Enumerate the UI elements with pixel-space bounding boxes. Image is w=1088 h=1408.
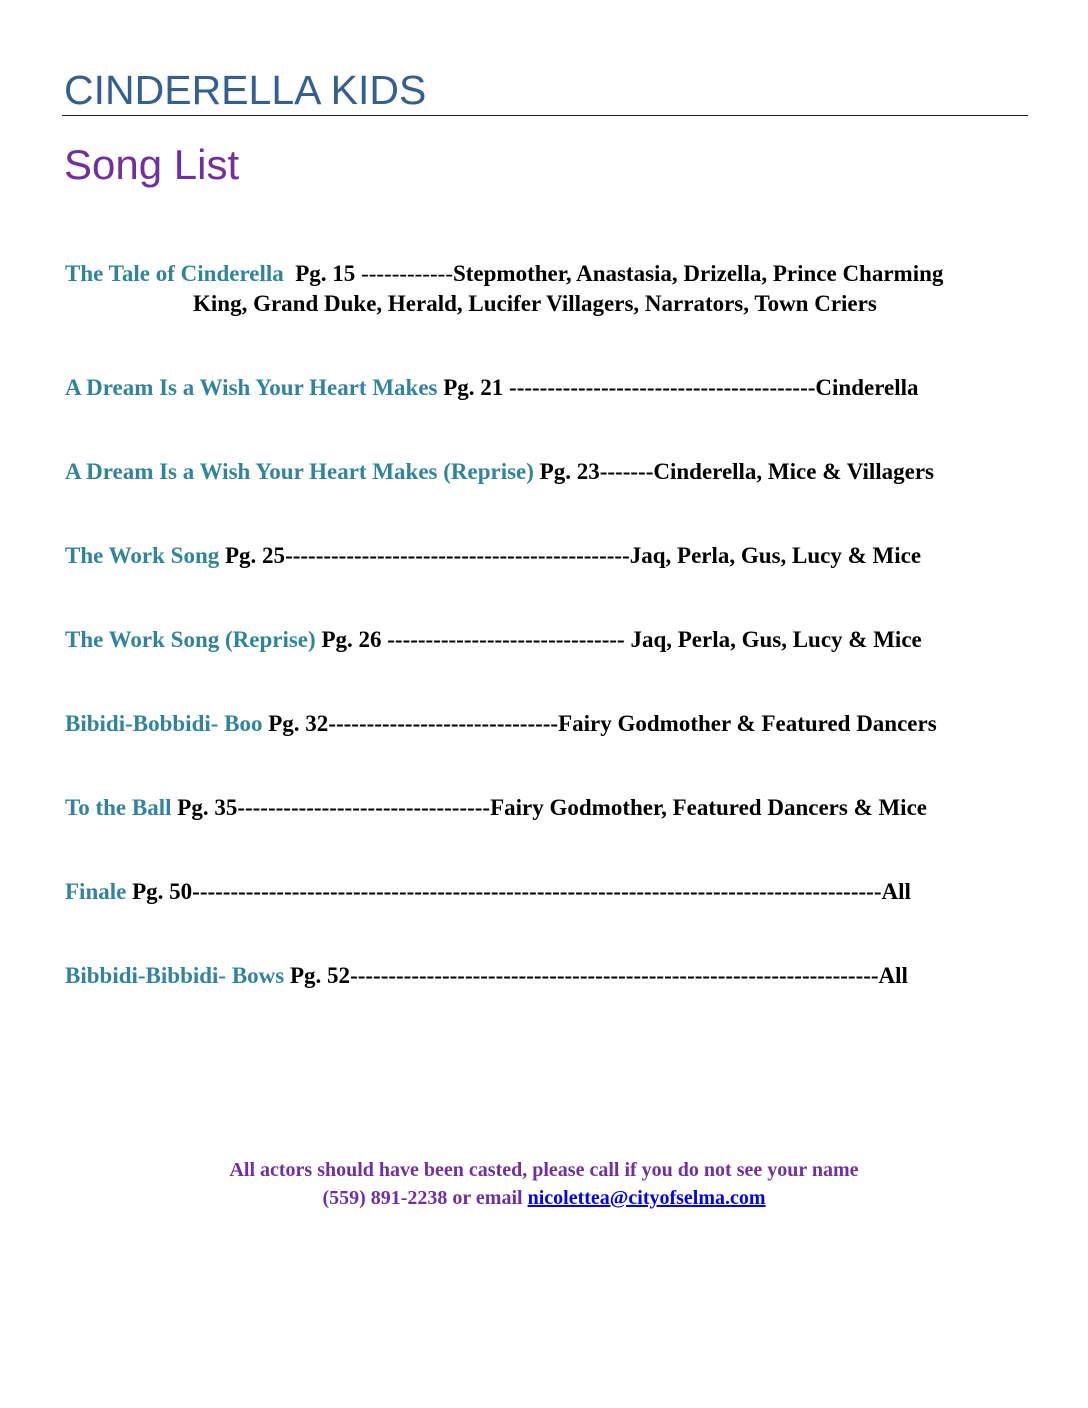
leader-dashes: --------------------------------------------------------------------- xyxy=(350,963,879,988)
song-page: Pg. 50 xyxy=(132,879,193,904)
song-title: The Work Song (Reprise) xyxy=(65,627,316,652)
leader-dashes: ------------------------------------------------------------------------------------------ xyxy=(192,879,882,904)
email-link[interactable]: nicolettea@cityofselma.com xyxy=(527,1187,766,1209)
leader-dashes: ------- xyxy=(599,459,654,484)
song-page: Pg. 32 xyxy=(268,711,329,736)
song-cast: All xyxy=(881,879,911,904)
song-entry xyxy=(65,541,921,571)
leader-dashes: ------------ xyxy=(361,261,453,286)
document-title: CINDERELLA KIDS xyxy=(64,67,427,113)
song-title: The Work Song xyxy=(65,543,220,568)
song-title: A Dream Is a Wish Your Heart Makes xyxy=(65,375,438,400)
leader-dashes: ---------------------------------------- xyxy=(509,375,816,400)
song-entry xyxy=(65,625,922,655)
song-title: A Dream Is a Wish Your Heart Makes (Reprise) xyxy=(65,459,534,484)
song-cast: All xyxy=(878,963,908,988)
song-page: Pg. 23 xyxy=(539,459,600,484)
song-cast: Cinderella, Mice & Villagers xyxy=(653,459,934,484)
song-page: Pg. 15 xyxy=(295,261,356,286)
song-title: Bibidi-Bobbidi- Boo xyxy=(65,711,263,736)
song-entry xyxy=(65,709,937,739)
song-entry xyxy=(65,793,927,823)
song-entry xyxy=(65,259,943,319)
casting-note: All actors should have been casted, please call if you do not see your name xyxy=(229,1159,859,1181)
song-title: Finale xyxy=(65,879,127,904)
song-entry xyxy=(65,961,908,991)
song-page: Pg. 52 xyxy=(290,963,351,988)
song-cast: Fairy Godmother & Featured Dancers xyxy=(558,711,937,736)
song-page: Pg. 35 xyxy=(177,795,238,820)
song-title: Bibbidi-Bibbidi- Bows xyxy=(65,963,285,988)
song-page: Pg. 21 xyxy=(443,375,504,400)
song-list-heading: Song List xyxy=(64,141,240,188)
leader-dashes: ------------------------------- xyxy=(387,627,625,652)
song-title: The Tale of Cinderella xyxy=(65,261,284,286)
song-page: Pg. 25 xyxy=(225,543,286,568)
song-cast: Cinderella xyxy=(815,375,919,400)
leader-dashes: --------------------------------- xyxy=(237,795,491,820)
song-cast: Stepmother, Anastasia, Drizella, Prince Charming xyxy=(452,261,944,286)
contact-note xyxy=(0,1156,1088,1212)
contact-line xyxy=(0,1184,1088,1212)
song-cast: Fairy Godmother, Featured Dancers & Mice xyxy=(490,795,927,820)
leader-dashes: --------------------------------------------- xyxy=(285,543,630,568)
title-divider xyxy=(62,115,1028,116)
song-page: Pg. 26 xyxy=(321,627,382,652)
song-entry xyxy=(65,457,934,487)
song-entry xyxy=(65,877,911,907)
song-title: To the Ball xyxy=(65,795,172,820)
song-cast: Jaq, Perla, Gus, Lucy & Mice xyxy=(630,627,922,652)
song-entry xyxy=(65,373,919,403)
song-cast: Jaq, Perla, Gus, Lucy & Mice xyxy=(629,543,922,568)
song-cast-continued: King, Grand Duke, Herald, Lucifer Villagers, Narrators, Town Criers xyxy=(193,291,877,316)
leader-dashes: ------------------------------ xyxy=(328,711,559,736)
phone-number: (559) 891-2238 or email xyxy=(322,1187,528,1209)
